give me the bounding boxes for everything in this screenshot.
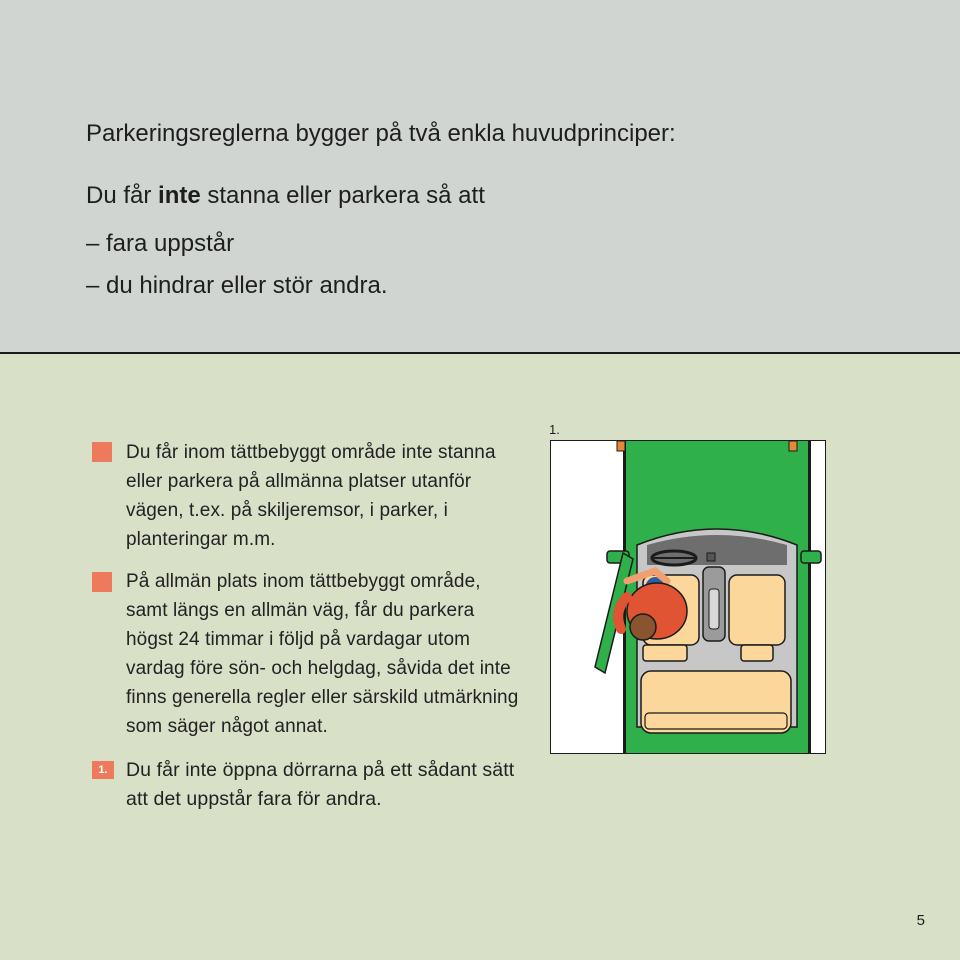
car-top-view-icon bbox=[551, 441, 826, 754]
rule-marker bbox=[92, 442, 112, 462]
intro-principle-prefix: Du får bbox=[86, 182, 159, 209]
rule-marker bbox=[92, 572, 112, 592]
intro-principle-emphasis: inte bbox=[158, 182, 201, 209]
rule-text: Du får inte öppna dörrarna på ett sådant sätt att det uppstår fara för andra. bbox=[126, 759, 515, 810]
car-door-illustration bbox=[550, 440, 826, 754]
page-number: 5 bbox=[916, 912, 925, 929]
intro-principle bbox=[86, 181, 485, 211]
rule-text: På allmän plats inom tättbebyggt område, samt längs en allmän väg, får du parkera högst 24 timmar i följd på vardagar utom vardag före sön- och helgdag, såvida det inte finns generella regler eller särskild utmärkning som säger något annat. bbox=[126, 571, 519, 737]
intro-heading: Parkeringsreglerna bygger på två enkla huvudprinciper: bbox=[86, 120, 676, 147]
intro-principle-suffix: stanna eller parkera så att bbox=[200, 182, 485, 209]
intro-bullet-danger: – fara uppstår bbox=[86, 230, 235, 257]
rule-text: Du får inom tättbebyggt område inte stanna eller parkera på allmänna platser utanför vägen, t.ex. på skiljeremsor, i parker, i planteringar m.m. bbox=[126, 442, 496, 550]
intro-bullet-obstruct: – du hindrar eller stör andra. bbox=[86, 272, 388, 299]
rule-number-marker: 1. bbox=[92, 761, 114, 779]
figure-label: 1. bbox=[549, 422, 560, 437]
